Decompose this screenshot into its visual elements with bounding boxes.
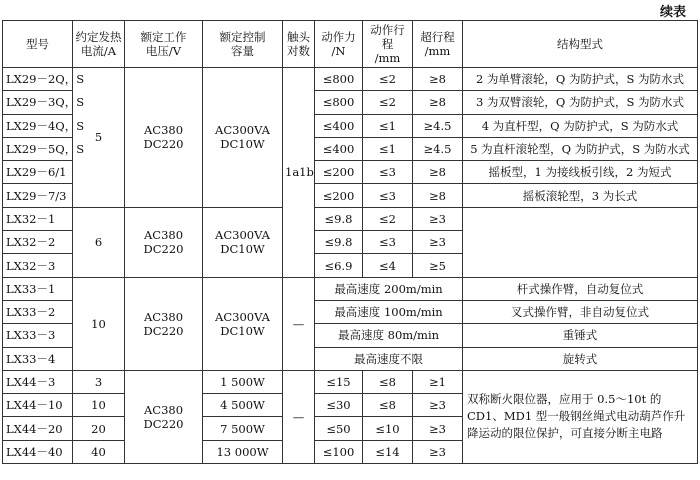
header-row [3, 21, 698, 68]
specs-table [2, 20, 698, 464]
cell-force: ≤100 [315, 440, 363, 463]
cell-overtravel: ≥4.5 [413, 137, 463, 160]
cell-model: LX29－4Q，S [3, 114, 73, 137]
cell-overtravel: ≥1 [413, 370, 463, 393]
cell-voltage: AC380 DC220 [125, 370, 203, 463]
cell-force: ≤50 [315, 417, 363, 440]
cell-travel: ≤2 [363, 207, 413, 230]
cell-force: ≤400 [315, 114, 363, 137]
cell-model: LX33－2 [3, 300, 73, 323]
cell-current: 40 [73, 440, 125, 463]
cell-travel: ≤2 [363, 68, 413, 91]
cell-structure: 4 为直杆型，Q 为防护式，S 为防水式 [463, 114, 698, 137]
header-current: 约定发热 电流/A [73, 21, 125, 68]
header-force: 动作力 /N [315, 21, 363, 68]
cell-structure: 摇板型，1 为接线板引线，2 为短式 [463, 161, 698, 184]
cell-current: 3 [73, 370, 125, 393]
cell-overtravel: ≥3 [413, 417, 463, 440]
cell-force: ≤200 [315, 161, 363, 184]
header-contacts: 触头 对数 [283, 21, 315, 68]
cell-force: ≤800 [315, 91, 363, 114]
header-voltage: 额定工作 电压/V [125, 21, 203, 68]
cell-structure: 摇板滚轮型，3 为长式 [463, 184, 698, 207]
cell-overtravel: ≥8 [413, 68, 463, 91]
cell-model: LX44－10 [3, 394, 73, 417]
cell-travel: ≤1 [363, 114, 413, 137]
cell-contacts: — [283, 370, 315, 463]
cell-capacity: 13 000W [203, 440, 283, 463]
cell-capacity: AC300VA DC10W [203, 68, 283, 208]
cell-overtravel: ≥8 [413, 184, 463, 207]
cell-travel: ≤8 [363, 370, 413, 393]
header-model: 型号 [3, 21, 73, 68]
cell-force: ≤15 [315, 370, 363, 393]
cell-speed: 最高速度 100m/min [315, 300, 463, 323]
header-structure: 结构型式 [463, 21, 698, 68]
cell-voltage: AC380 DC220 [125, 207, 203, 277]
cell-structure: 5 为直杆滚轮型，Q 为防护式，S 为防水式 [463, 137, 698, 160]
cell-model: LX32－1 [3, 207, 73, 230]
cell-travel: ≤14 [363, 440, 413, 463]
cell-force: ≤200 [315, 184, 363, 207]
cell-overtravel: ≥4.5 [413, 114, 463, 137]
header-capacity: 额定控制 容量 [203, 21, 283, 68]
cell-structure: 2 为单臂滚轮，Q 为防护式，S 为防水式 [463, 68, 698, 91]
cell-current: 10 [73, 277, 125, 370]
cell-force: ≤30 [315, 394, 363, 417]
cell-model: LX44－40 [3, 440, 73, 463]
cell-force: ≤9.8 [315, 231, 363, 254]
cell-capacity: AC300VA DC10W [203, 207, 283, 277]
cell-travel: ≤3 [363, 231, 413, 254]
cell-model: LX44－20 [3, 417, 73, 440]
cell-capacity: 7 500W [203, 417, 283, 440]
cell-capacity: AC300VA DC10W [203, 277, 283, 370]
cell-model: LX44－3 [3, 370, 73, 393]
cell-travel: ≤1 [363, 137, 413, 160]
table-row [3, 277, 698, 300]
cell-structure: 3 为双臂滚轮，Q 为防护式，S 为防水式 [463, 91, 698, 114]
cell-travel: ≤4 [363, 254, 413, 277]
cell-model: LX32－2 [3, 231, 73, 254]
cell-travel: ≤8 [363, 394, 413, 417]
cell-travel: ≤10 [363, 417, 413, 440]
header-overtravel: 超行程 /mm [413, 21, 463, 68]
cell-overtravel: ≥3 [413, 440, 463, 463]
cell-contacts: 1a1b [283, 68, 315, 278]
cell-overtravel: ≥3 [413, 231, 463, 254]
cell-current: 5 [73, 68, 125, 208]
cell-model: LX33－1 [3, 277, 73, 300]
cell-overtravel: ≥8 [413, 91, 463, 114]
cell-current: 20 [73, 417, 125, 440]
cell-model: LX33－3 [3, 324, 73, 347]
cell-model: LX29－3Q，S [3, 91, 73, 114]
cell-model: LX33－4 [3, 347, 73, 370]
cell-structure-empty [463, 207, 698, 277]
cell-capacity: 1 500W [203, 370, 283, 393]
cell-structure: 重锤式 [463, 324, 698, 347]
cell-model: LX29－5Q，S [3, 137, 73, 160]
cell-overtravel: ≥3 [413, 394, 463, 417]
cell-travel: ≤2 [363, 91, 413, 114]
cell-contacts: — [283, 277, 315, 370]
cell-structure: 双称断火限位器，应用于 0.5～10t 的 CD1、MD1 型一般钢丝绳式电动葫芦作升降运动的限位保护，可直接分断主电路 [463, 370, 698, 463]
cell-force: ≤6.9 [315, 254, 363, 277]
cell-structure: 旋转式 [463, 347, 698, 370]
cell-model: LX29－7/3 [3, 184, 73, 207]
cell-current: 6 [73, 207, 125, 277]
cell-model: LX32－3 [3, 254, 73, 277]
cell-model: LX29－2Q，S [3, 68, 73, 91]
cell-speed: 最高速度 80m/min [315, 324, 463, 347]
cell-travel: ≤3 [363, 161, 413, 184]
cell-overtravel: ≥5 [413, 254, 463, 277]
cell-speed: 最高速度不限 [315, 347, 463, 370]
cell-structure: 杆式操作臂，自动复位式 [463, 277, 698, 300]
cell-travel: ≤3 [363, 184, 413, 207]
cell-speed: 最高速度 200m/min [315, 277, 463, 300]
table-row [3, 370, 698, 393]
cell-force: ≤400 [315, 137, 363, 160]
cell-model: LX29－6/1 [3, 161, 73, 184]
cell-force: ≤9.8 [315, 207, 363, 230]
cell-voltage: AC380 DC220 [125, 68, 203, 208]
cell-current: 10 [73, 394, 125, 417]
table-row [3, 68, 698, 91]
continued-label: 续表 [659, 5, 686, 20]
cell-structure: 叉式操作臂，非自动复位式 [463, 300, 698, 323]
cell-force: ≤800 [315, 68, 363, 91]
cell-overtravel: ≥8 [413, 161, 463, 184]
header-travel: 动作行程 /mm [363, 21, 413, 68]
cell-voltage: AC380 DC220 [125, 277, 203, 370]
cell-overtravel: ≥3 [413, 207, 463, 230]
table-row [3, 207, 698, 230]
cell-capacity: 4 500W [203, 394, 283, 417]
